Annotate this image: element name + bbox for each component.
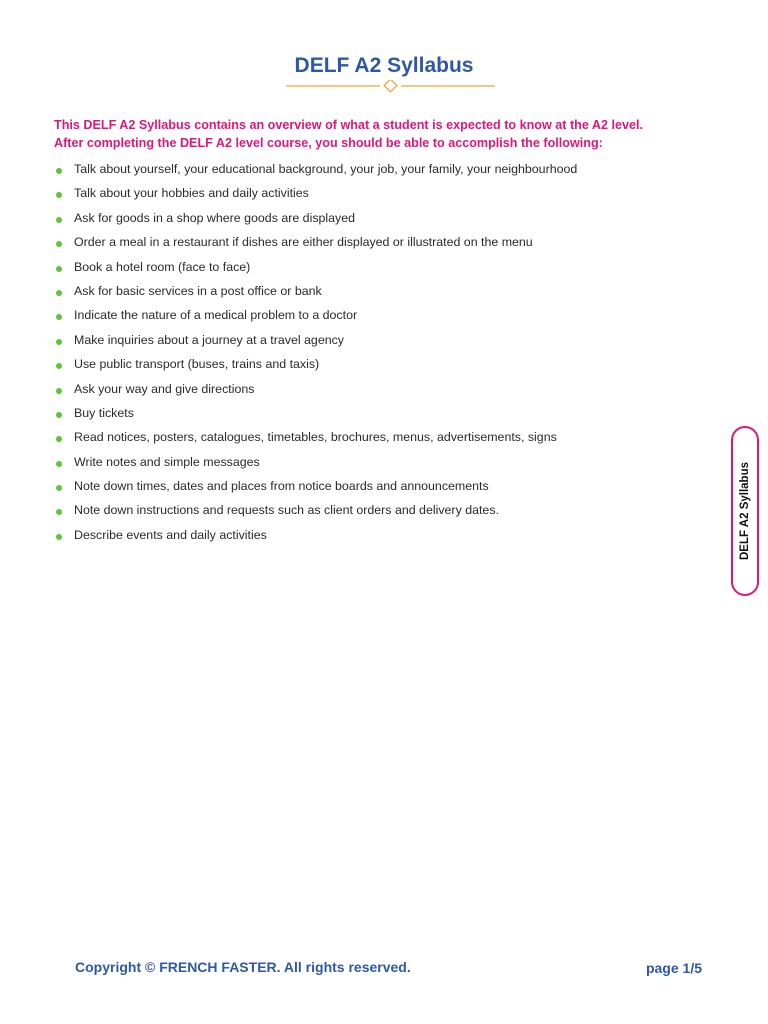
list-item-text: Book a hotel room (face to face) [74,259,251,274]
list-item [54,450,714,474]
side-tab [731,426,759,596]
bullet-icon [56,436,62,442]
intro-paragraph [54,116,714,152]
list-item-text: Describe events and daily activities [74,527,267,542]
side-tab-label: DELF A2 Syllabus [739,462,751,560]
list-item-text: Ask for basic services in a post office or bank [74,283,322,298]
list-item [54,352,714,376]
list-item [54,425,714,449]
list-item [54,377,714,401]
bullet-icon [56,314,62,320]
list-item-text: Use public transport (buses, trains and taxis) [74,357,320,372]
bullet-icon [56,412,62,418]
bullet-icon [56,461,62,467]
bullet-icon [56,363,62,369]
bullet-icon [56,217,62,223]
list-item [54,279,714,303]
bullet-icon [56,534,62,540]
list-item [54,523,714,547]
bullet-icon [56,290,62,296]
list-item-text: Order a meal in a restaurant if dishes are either displayed or illustrated on the menu [74,235,533,250]
page-number: page 1/5 [645,960,702,976]
list-item-text: Write notes and simple messages [74,454,260,469]
list-item [54,157,714,181]
list-item [54,230,714,254]
list-item-text: Talk about your hobbies and daily activities [74,186,309,201]
bullet-icon [56,168,62,174]
list-item [54,303,714,327]
intro-line: This DELF A2 Syllabus contains an overview of what a student is expected to know at the A2 level. [54,118,644,132]
list-item [54,328,714,352]
bullet-icon [56,388,62,394]
list-item-text: Note down times, dates and places from notice boards and announcements [74,479,489,494]
bullet-icon [56,339,62,345]
list-item [54,498,714,522]
list-item-text: Talk about yourself, your educational background, your job, your family, your neighbourhood [74,162,578,176]
list-item-text: Note down instructions and requests such as client orders and delivery dates. [74,503,499,518]
list-item [54,206,714,230]
list-item [54,255,714,279]
syllabus-list [54,157,714,547]
bullet-icon [56,241,62,247]
page-title: DELF A2 Syllabus [294,54,474,77]
intro-line: After completing the DELF A2 level course, you should be able to accomplish the following: [54,136,603,150]
list-item-text: Buy tickets [74,405,134,420]
list-item-text: Ask your way and give directions [74,381,255,396]
bullet-icon [56,192,62,198]
bullet-icon [56,485,62,491]
bullet-icon [56,266,62,272]
footer-copyright: Copyright © FRENCH FASTER. All rights reserved. [75,959,411,975]
list-item-text: Indicate the nature of a medical problem to a doctor [74,308,358,323]
list-item-text: Ask for goods in a shop where goods are displayed [74,210,356,225]
list-item-text: Make inquiries about a journey at a travel agency [74,332,344,347]
title-divider [286,80,495,92]
list-item [54,474,714,498]
list-item [54,401,714,425]
bullet-icon [56,509,62,515]
list-item [54,181,714,205]
list-item-text: Read notices, posters, catalogues, timetables, brochures, menus, advertisements, signs [74,430,557,445]
